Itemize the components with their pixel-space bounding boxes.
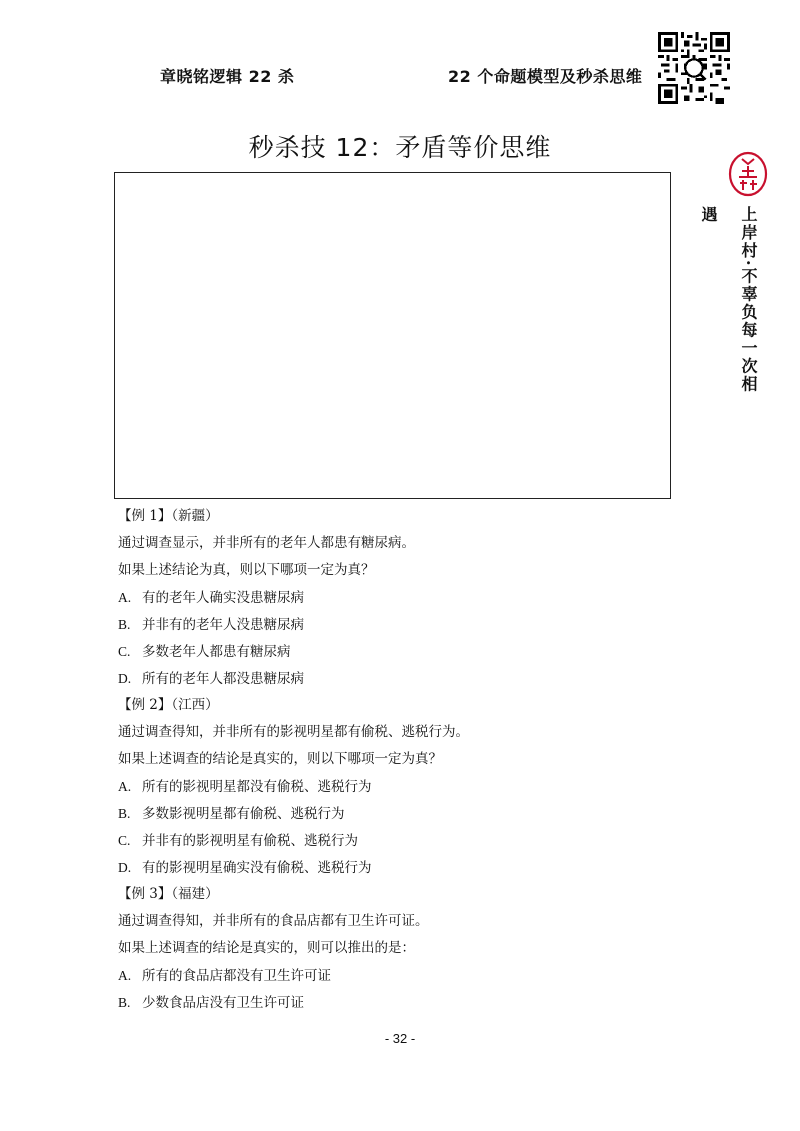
examples-content <box>118 503 678 1016</box>
example-question: 如果上述结论为真，则以下哪项一定为真？ <box>118 562 375 578</box>
option-letter: C. <box>118 833 131 848</box>
example-heading: 【例 2】（江西） <box>118 697 219 713</box>
option-item <box>118 800 678 827</box>
qr-code-icon <box>658 32 730 104</box>
option-text: 所有的老年人都没患糖尿病 <box>142 671 304 687</box>
header-right-title: 22 个命题模型及秒杀思维 <box>448 67 643 86</box>
option-text: 所有的食品店都没有卫生许可证 <box>142 968 331 984</box>
option-item <box>118 773 678 800</box>
side-slogan: 上岸村·不辜负每一次相遇 <box>699 206 758 394</box>
example-stem: 通过调查得知，并非所有的食品店都有卫生许可证。 <box>118 913 429 929</box>
option-letter: A. <box>118 779 132 794</box>
option-item <box>118 989 678 1016</box>
option-text: 有的老年人确实没患糖尿病 <box>142 590 304 606</box>
option-text: 多数老年人都患有糖尿病 <box>142 644 291 660</box>
option-item <box>118 584 678 611</box>
example-stem: 通过调查显示，并非所有的老年人都患有糖尿病。 <box>118 535 415 551</box>
option-letter: C. <box>118 644 131 659</box>
option-item <box>118 854 678 881</box>
village-seal-logo <box>726 150 770 198</box>
page-number: - 32 - <box>384 1031 416 1046</box>
option-text: 少数食品店没有卫生许可证 <box>142 995 304 1011</box>
option-text: 有的影视明星确实没有偷税、逃税行为 <box>142 860 372 876</box>
option-item <box>118 665 678 692</box>
summary-box <box>114 172 671 499</box>
option-text: 并非有的影视明星有偷税、逃税行为 <box>142 833 358 849</box>
option-item <box>118 962 678 989</box>
option-letter: D. <box>118 860 132 875</box>
option-letter: B. <box>118 806 131 821</box>
example-heading: 【例 1】（新疆） <box>118 508 219 524</box>
option-text: 所有的影视明星都没有偷税、逃税行为 <box>142 779 372 795</box>
example-heading: 【例 3】（福建） <box>118 886 219 902</box>
option-letter: A. <box>118 968 132 983</box>
option-text: 并非有的老年人没患糖尿病 <box>142 617 304 633</box>
example-stem: 通过调查得知，并非所有的影视明星都有偷税、逃税行为。 <box>118 724 469 740</box>
page-title: 秒杀技 12：矛盾等价思维 <box>248 133 552 162</box>
example-question: 如果上述调查的结论是真实的，则以下哪项一定为真？ <box>118 751 442 767</box>
option-letter: D. <box>118 671 132 686</box>
option-item <box>118 611 678 638</box>
option-letter: A. <box>118 590 132 605</box>
option-text: 多数影视明星都有偷税、逃税行为 <box>142 806 345 822</box>
option-item <box>118 827 678 854</box>
option-item <box>118 638 678 665</box>
option-letter: B. <box>118 995 131 1010</box>
example-question: 如果上述调查的结论是真实的，则可以推出的是： <box>118 940 415 956</box>
header-left-title: 章晓铭逻辑 22 杀 <box>160 67 295 86</box>
option-letter: B. <box>118 617 131 632</box>
